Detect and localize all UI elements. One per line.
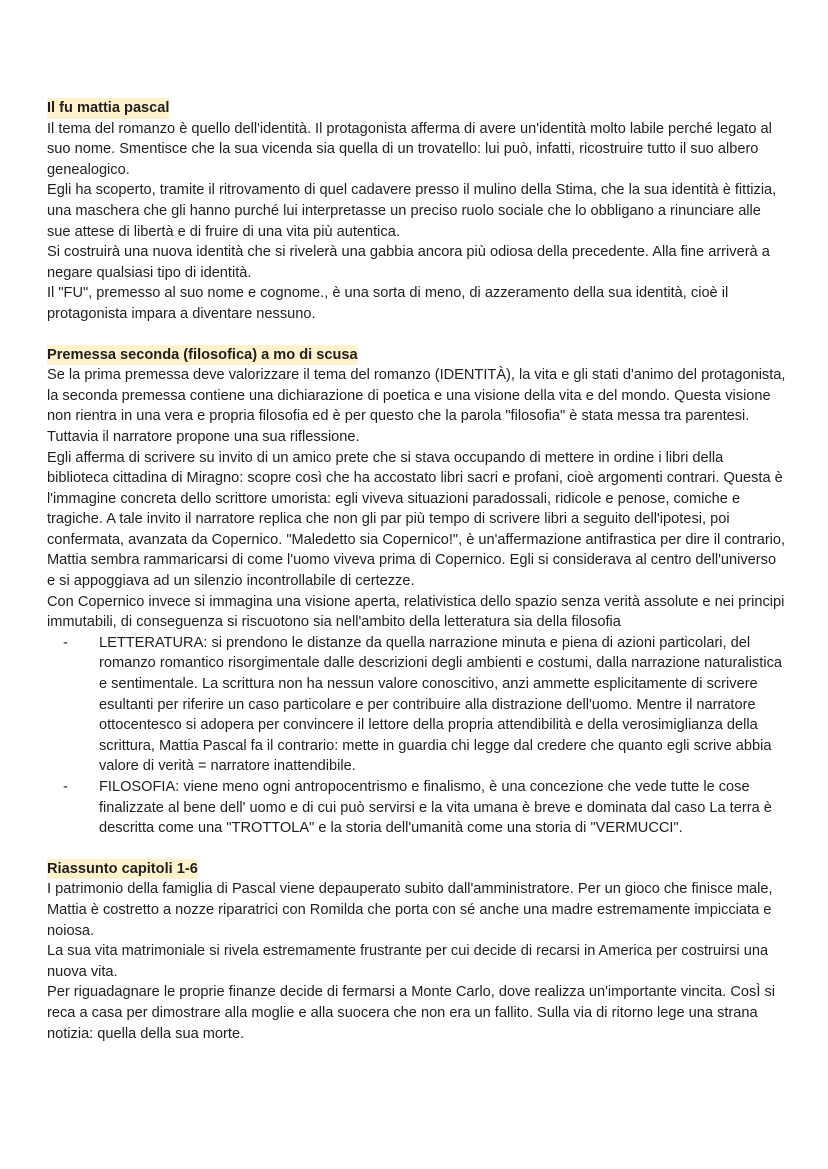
paragraph: Si costruirà una nuova identità che si rivelerà una gabbia ancora più odiosa della precedente. Alla fine arriverà a negare qualsiasi tipo di identità. [47,244,770,281]
section-il-fu-mattia-pascal [47,98,787,325]
paragraph: Se la prima premessa deve valorizzare il tema del romanzo (IDENTITÀ), la vita e gli stati d'animo del protagonista, la seconda premessa contiene una dichiarazione di poetica e una visione della vita e del mondo. Questa visione non rientra in una vera e propria filosofia ed è per questo che la parola "filosofia" è stata messa tra parentesi. Tuttavia il narratore propone una sua riflessione. [47,367,786,445]
list-item-filosofia: - FILOSOFIA: viene meno ogni antropocentrismo e finalismo, è una concezione che vede tutte le cose finalizzate al bene dell' uomo e di cui può servirsi e la vita umana è breve e dominata dal caso La terra è descritta come una "TROTTOLA" e la storia dell'umanità come una storia di "VERMUCCI". [99,777,787,839]
list-item-letteratura: - LETTERATURA: si prendono le distanze da quella narrazione minuta e piena di azioni particolari, del romanzo romantico risorgimentale dalle descrizioni degli ambienti e costumi, dalla narrazione naturalistica e sentimentale. La scrittura non ha nessun valore conoscitivo, anzi ammette esplicitamente di scrivere esultanti per riferire un caso particolare e per contribuire alla distrazione dell'uomo. Mentre il narratore ottocentesco si adopera per convincere il lettore della propria attendibilità e della verosimiglianza della scrittura, Mattia Pascal fa il contrario: mette in guardia chi legge dal credere che quanto egli scrive abbia valore di verità = narratore inattendibile. [99,633,787,777]
dash-list [47,633,787,839]
paragraph: La sua vita matrimoniale si rivela estremamente frustrante per cui decide di recarsi in America per costruirsi una nuova vita. [47,943,769,980]
paragraph: Egli ha scoperto, tramite il ritrovamento di quel cadavere presso il mulino della Stima, che la sua identità è fittizia, una maschera che gli hanno purché lui interpretasse un preciso ruolo sociale che lo obbligano a rinunciare alle sue attese di libertà e di fruire di una vita più autentica. [47,182,777,240]
paragraph: Il tema del romanzo è quello dell'identità. Il protagonista afferma di avere un'identità molto labile perché legato al suo nome. Smentisce che la sua vicenda sia quella di un trovatello: lui può, infatti, ricostruire tutto il suo albero genealogico. [47,120,772,178]
section-riassunto-capitoli [47,859,787,1044]
section-heading: Il fu mattia pascal [47,98,169,119]
section-heading: Riassunto capitoli 1-6 [47,859,198,880]
document-page [47,98,787,1064]
paragraph: Con Copernico invece si immagina una visione aperta, relativistica dello spazio senza verità assolute e nei principi immutabili, di conseguenza si riscuotono sia nell'ambito della letteratura sia della filosofia [47,593,785,631]
paragraph: Il "FU", premesso al suo nome e cognome., è una sorta di meno, di azzeramento della sua identità, cioè il protagonista impara a diventare nessuno. [47,285,729,322]
paragraph: I patrimonio della famiglia di Pascal viene depauperato subito dall'amministratore. Per un gioco che finisce male, Mattia è costretto a nozze riparatrici con Romilda che porta con sé anche una madre estremamente impicciata e noiosa. [47,881,773,939]
section-heading: Premessa seconda (filosofica) a mo di scusa [47,345,358,366]
paragraph: Egli afferma di scrivere su invito di un amico prete che si stava occupando di mettere in ordine i libri della biblioteca cittadina di Miragno: scopre così che ha accostato libri sacri e profani, cioè argomenti contrari. Questa è l'immagine concreta dello scrittore umorista: egli viveva situazioni paradossali, ridicole e penose, comiche e tragiche. A tale invito il narratore replica che non gli par più tempo di scrivere libri a seguito dell'ipotesi, poi confermata, avanzata da Copernico. "Maledetto sia Copernico!", è un'affermazione antifrastica per dire il contrario, Mattia sembra rammaricarsi di come l'uomo viveva prima di Copernico. Egli si considerava al centro dell'universo e si appoggiava ad un silenzio incontrollabile di certezze. [47,449,786,590]
paragraph: Per riguadagnare le proprie finanze decide di fermarsi a Monte Carlo, dove realizza un'importante vincita. CosÌ si reca a casa per dimostrare alla moglie e alla suocera che non era un fallito. Sulla via di ritorno lege una strana notizia: quella della sua morte. [47,984,775,1042]
section-premessa-seconda [47,345,787,839]
